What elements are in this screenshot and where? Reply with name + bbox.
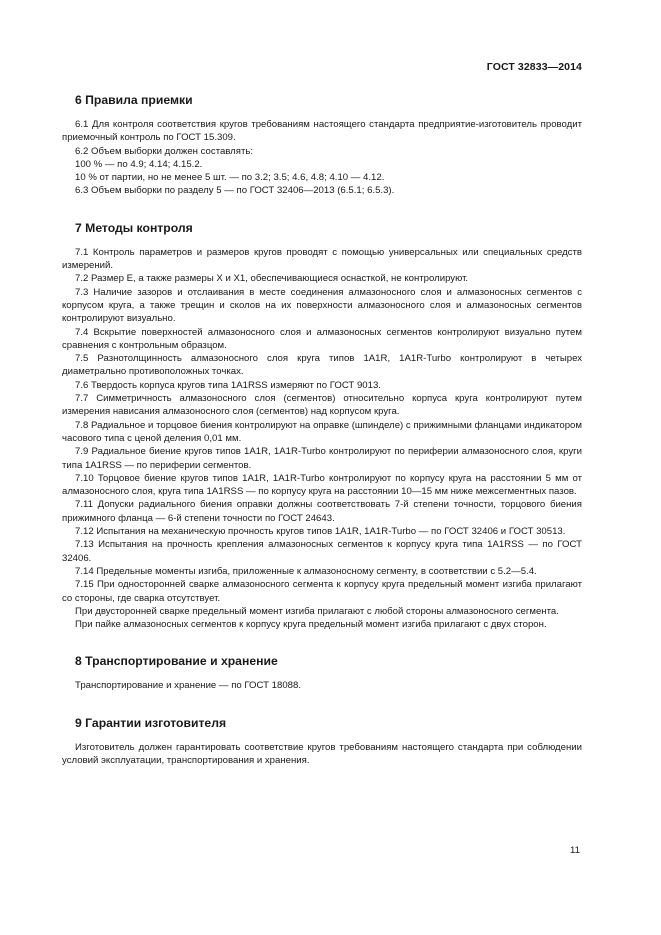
section-title: 8 Транспортирование и хранение [75,654,278,669]
section-7 [62,220,582,632]
paragraph: 7.4 Вскрытие поверхностей алмазоносного слоя и алмазоносных сегментов контролируют визуально путем сравнения с контрольным образцом. [62,326,582,351]
paragraph: 100 % — по 4.9; 4.14; 4.15.2. [75,158,203,170]
paragraph: 7.9 Радиальное биение кругов типов 1A1R, 1A1R-Turbo контролируют по периферии алмазоносного слоя, круги типа 1A1RSS — по периферии сегментов. [62,446,582,471]
section-8 [62,653,582,692]
paragraph: 7.13 Испытания на прочность крепления алмазоносных сегментов к корпусу круга типа 1A1RSS — по ГОСТ 32406. [62,539,582,564]
paragraph: 7.8 Радиальное и торцовое биения контролируют на оправке (шпинделе) с прижимными фланцами индикатором часового типа с ценой деления 0,01 мм. [62,419,582,444]
paragraph: 10 % от партии, но не менее 5 шт. — по 3.2; 3.5; 4.6, 4.8; 4.10 — 4.12. [75,172,385,184]
section-6 [62,92,582,198]
paragraph: 6.2 Объем выборки должен составлять: [75,145,254,157]
paragraph: 7.10 Торцовое биение кругов типов 1A1R, 1A1R-Turbo контролируют по корпусу круга на расстоянии 5 мм от алмазоносного слоя, круга типа 1A1RSS — по корпусу круга на расстоянии 10—15 мм ниже межсегментных пазов. [62,472,582,498]
paragraph: 7.7 Симметричность алмазоносного слоя (сегментов) относительно корпуса круга контролируют путем измерения нависания алмазоносного слоя (сегментов) над корпусом круга. [62,393,582,418]
document-body [62,92,582,789]
paragraph: При пайке алмазоносных сегментов к корпусу круга предельный момент изгиба прилагают с двух сторон. [75,619,547,631]
paragraph: 7.11 Допуски радиального биения оправки должны соответствовать 7-й степени точности, торцового биения прижимного фланца — 6-й степени точности по ГОСТ 24643. [62,499,582,524]
paragraph: 7.12 Испытания на механическую прочность кругов типов 1A1R, 1A1R-Turbo — по ГОСТ 32406 и ГОСТ 30513. [75,526,566,538]
standard-code: ГОСТ 32833—2014 [486,61,582,73]
page-number: 11 [570,845,580,856]
section-title: 7 Методы контроля [75,220,193,235]
paragraph: 7.3 Наличие зазоров и отслаивания в месте соединения алмазоносного слоя и алмазоносных сегментов с корпусом круга, а также трещин и сколов на их поверхности алмазоносного слоя и алмазоносных сегментов контролируют визуально. [62,286,582,325]
paragraph: Транспортирование и хранение — по ГОСТ 18088. [75,680,301,692]
paragraph: 6.3 Объем выборки по разделу 5 — по ГОСТ 32406—2013 (6.5.1; 6.5.3). [75,185,395,197]
paragraph: 7.1 Контроль параметров и размеров кругов проводят с помощью универсальных или специальных средств измерений. [62,246,582,272]
section-title: 6 Правила приемки [75,93,193,107]
paragraph: 7.6 Твердость корпуса кругов типа 1A1RSS измеряют по ГОСТ 9013. [75,379,381,391]
paragraph: 7.14 Предельные моменты изгиба, приложенные к алмазоносному сегменту, в соответствии с 5.2—5.4. [75,565,537,577]
paragraph: При двусторонней сварке предельный момент изгиба прилагают с любой стороны алмазоносного сегмента. [75,605,559,617]
paragraph: 7.5 Разнотолщинность алмазоносного слоя круга типов 1A1R, 1A1R-Turbo контролируют в четырех диаметрально противоположных точках. [62,353,582,378]
section-title: 9 Гарантии изготовителя [75,715,227,730]
paragraph: 7.15 При односторонней сварке алмазоносного сегмента к корпусу круга предельный момент изгиба прилагают со стороны, где сварка отсутствует. [62,579,582,604]
section-9 [62,715,582,768]
paragraph: Изготовитель должен гарантировать соответствие кругов требованиям настоящего стандарта при соблюдении условий эксплуатации, транспортирования и хранения. [62,741,582,766]
paragraph: 6.1 Для контроля соответствия кругов требованиям настоящего стандарта предприятие-изготовитель проводит приемочный контроль по ГОСТ 15.309. [62,119,582,144]
paragraph: 7.2 Размер E, а также размеры X и X1, обеспечивающиеся оснасткой, не контролируют. [75,273,469,285]
